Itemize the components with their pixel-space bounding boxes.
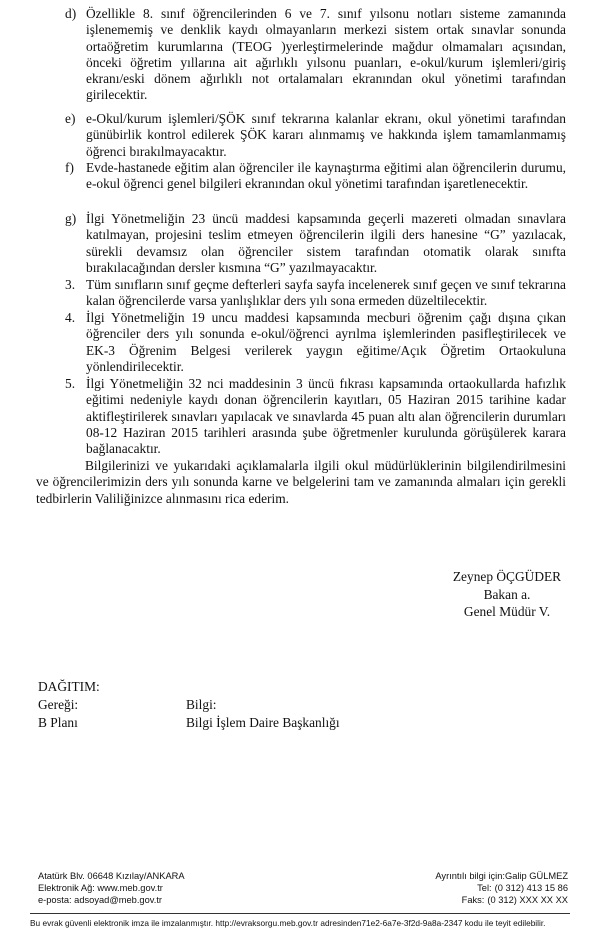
signer-title-1: Bakan a.	[483, 586, 531, 602]
item-g-text: İlgi Yönetmeliğin 23 üncü maddesi kapsamında geçerli mazereti olmadan sınavlara katılmayan, projesini teslim etmeyen öğrencilerin ilgili ders hanesine “G” yazılacak, sürekli devamsız olan öğrenciler sistem tarafından otomatik olarak sınıfta bırakılacağından dersler kısmına “G” yazılmayacaktır.	[86, 211, 566, 275]
signer-name: Zeynep ÖÇGÜDER	[452, 569, 562, 584]
verification-note: Bu evrak güvenli elektronik imza ile imzalanmıştır. http://evraksorgu.meb.gov.tr adresinden71e2-6a7e-3f2d-9a8a-2347 kodu ile teyit edilebilir.	[30, 918, 546, 928]
footer-email: e-posta: adsoyad@meb.gov.tr	[38, 894, 162, 905]
item-4	[65, 310, 566, 375]
signer-title-2: Genel Müdür V.	[463, 604, 551, 619]
footer-fax-label: Faks:	[461, 894, 485, 905]
item-f	[65, 160, 566, 193]
signature-block	[432, 568, 582, 621]
distribution-bilgi-value: Bilgi İşlem Daire Başkanlığı	[186, 715, 340, 730]
footer-fax: (0 312) XXX XX XX	[487, 894, 568, 905]
footer-tel: (0 312) 413 15 86	[494, 882, 568, 893]
footer-divider	[30, 913, 570, 914]
distribution-gerregi-value: B Planı	[38, 715, 78, 730]
distribution-bilgi-label: Bilgi:	[186, 697, 217, 712]
item-g	[65, 211, 566, 276]
item-g-marker: g)	[65, 211, 77, 226]
footer-contact-block	[435, 871, 568, 906]
item-e-marker: e)	[65, 111, 76, 126]
item-3-marker: 3.	[65, 277, 76, 292]
footer-contact: Ayrıntılı bilgi için:Galip GÜLMEZ	[435, 871, 568, 881]
distribution-heading: DAĞITIM:	[38, 679, 100, 694]
item-5-text: İlgi Yönetmeliğin 32 nci maddesinin 3 üncü fıkrası kapsamında ortaokullarda hafızlık eğitimi nedeniyle kaydı donan öğrencilerin kayıtları, 05 Haziran 2015 tarihine kadar aktifleştirilerek sınavları yapılacak ve sınavlarda 45 puan altı alan öğrencilerin durumları 08-12 Haziran 2015 tarihleri arasında şube öğretmenler kurulunda görüşülerek karara bağlanacaktır.	[86, 376, 566, 457]
item-3	[65, 277, 566, 310]
footer-network: Elektronik Ağ: www.meb.gov.tr	[38, 882, 163, 893]
item-3-text: Tüm sınıfların sınıf geçme defterleri sayfa sayfa incelenerek sınıf geçen ve sınıf tekrarına kalan öğrencilerde varsa yanlışlıklar ders yılı sona ermeden düzeltilecektir.	[86, 277, 566, 309]
footer-tel-label: Tel:	[477, 882, 492, 893]
item-f-text: Evde-hastanede eğitim alan öğrenciler ile kaynaştırma eğitimi alan öğrencilerin durumu, e-okul öğrenci genel bilgileri ekranından okul yönetimi tarafından işaretlenecektir.	[86, 160, 566, 192]
footer-address: Atatürk Blv. 06648 Kızılay/ANKARA	[38, 871, 185, 881]
footer-address-block	[38, 871, 185, 906]
item-d-marker: d)	[65, 6, 77, 21]
item-e	[65, 111, 566, 160]
item-f-marker: f)	[65, 160, 74, 175]
item-e-text: e-Okul/kurum işlemleri/ŞÖK sınıf tekrarına kalanlar ekranı, okul yönetimi tarafından günübirlik kontrol edilerek ŞÖK kararı alınmamış ve hakkında işlem tamamlanmamış öğrenci bırakılmayacaktır.	[86, 111, 566, 159]
item-4-text: İlgi Yönetmeliğin 19 uncu maddesi kapsamında mecburi öğrenim çağı dışına çıkan öğrenciler ders yılı sonunda e-okul/öğrenci ayrılma işlemlerinden pasifleştirilecek ve EK-3 Öğrenim Belgesi verilerek yaygın eğitime/Açık Öğretim Ortaokuluna yönlendirilecektir.	[86, 310, 566, 374]
item-d-text: Özellikle 8. sınıf öğrencilerinden 6 ve 7. sınıf yılsonu notları sisteme zamanında işlenememiş ve denklik kaydı olmayanların merkezi sistem ortak sınavlar sonunda ortaöğretim kurumlarına (TEOG )yerleştirmelerinde mağdur olmamaları açısından, önceki öğretim yıllarına ait ağırlıklı yılsonu puanları, e-okul/kurum işlemleri/giriş ekranı/eski dönem ağırlıklı not ortalamaları ekranından okul yönetimi tarafından girilecektir.	[86, 6, 566, 103]
item-d	[65, 6, 566, 104]
item-5	[65, 376, 566, 457]
item-5-marker: 5.	[65, 376, 76, 391]
closing-paragraph: Bilgilerinizi ve yukarıdaki açıklamalarla ilgili okul müdürlüklerinin bilgilendirilmesini ve öğrencilerimizin ders yılı sonunda karne ve belgelerini tam ve zamanında almaları için gerekli tedbirlerin Valiliğinizce alınmasını rica ederim.	[36, 458, 566, 506]
item-4-marker: 4.	[65, 310, 76, 325]
distribution-gerregi-label: Gereği:	[38, 697, 79, 712]
